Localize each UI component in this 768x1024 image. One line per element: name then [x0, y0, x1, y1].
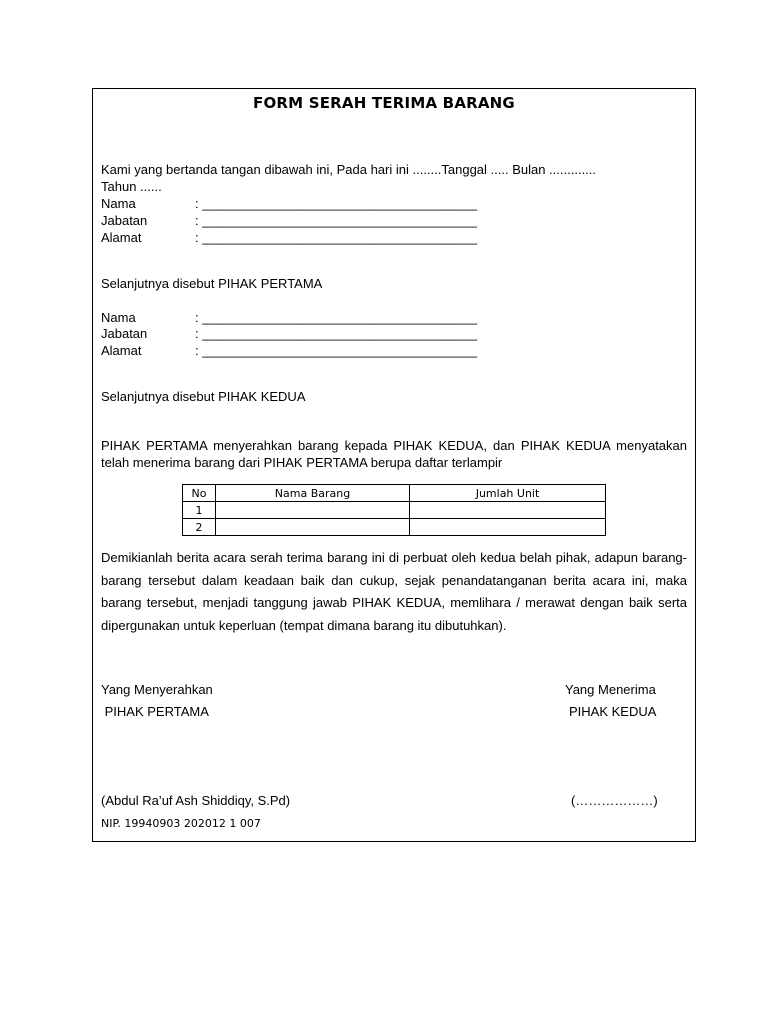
first-party-address-field: : ______________________________________	[195, 230, 477, 245]
table-row	[183, 502, 606, 519]
intro-line-1: Kami yang bertanda tangan dibawah ini, Pada hari ini ........Tanggal ..... Bulan .............	[101, 162, 597, 177]
unit-count-cell	[410, 502, 606, 519]
unit-count-cell	[410, 519, 606, 536]
second-party-name-field: : ______________________________________	[195, 310, 477, 325]
second-party-address-field: : ______________________________________	[195, 343, 477, 358]
receiver-role: Yang Menerima	[565, 682, 656, 697]
first-party-position-field: : ______________________________________	[195, 213, 477, 228]
column-header-unit-count: Jumlah Unit	[410, 485, 606, 502]
document-title: FORM SERAH TERIMA BARANG	[253, 94, 515, 112]
second-party-position-label: Jabatan	[101, 326, 148, 341]
second-party-position-field: : ______________________________________	[195, 326, 477, 341]
row-number-cell: 2	[183, 519, 216, 536]
intro-line-2: Tahun ......	[101, 179, 162, 194]
column-header-no: No	[183, 485, 216, 502]
table-header-row	[183, 485, 606, 502]
second-party-name-label: Nama	[101, 310, 136, 325]
table-row	[183, 519, 606, 536]
giver-party: PIHAK PERTAMA	[101, 704, 209, 719]
first-party-address-label: Alamat	[101, 230, 142, 245]
giver-role: Yang Menyerahkan	[101, 682, 213, 697]
handover-statement: PIHAK PERTAMA menyerahkan barang kepada PIHAK KEDUA, dan PIHAK KEDUA menyatakan telah menerima barang dari PIHAK PERTAMA berupa daftar terlampir	[101, 438, 687, 470]
first-party-name-label: Nama	[101, 196, 136, 211]
items-table	[182, 484, 606, 536]
row-number-cell: 1	[183, 502, 216, 519]
column-header-item-name: Nama Barang	[216, 485, 410, 502]
second-party-designation: Selanjutnya disebut PIHAK KEDUA	[101, 389, 306, 404]
receiver-party: PIHAK KEDUA	[569, 704, 657, 719]
closing-statement: Demikianlah berita acara serah terima barang ini di perbuat oleh kedua belah pihak, adapun barang-barang tersebut dalam keadaan baik dan cukup, sejak penandatanganan berita acara ini, maka barang tersebut, menjadi tanggung jawab PIHAK KEDUA, memlihara / merawat dengan baik serta dipergunakan untuk keperluan (tempat dimana barang itu dibutuhkan).	[101, 550, 687, 633]
second-party-address-label: Alamat	[101, 343, 142, 358]
first-party-position-label: Jabatan	[101, 213, 148, 228]
item-name-cell	[216, 502, 410, 519]
giver-signature-name: (Abdul Ra’uf Ash Shiddiqy, S.Pd)	[101, 793, 291, 808]
first-party-designation: Selanjutnya disebut PIHAK PERTAMA	[101, 276, 323, 291]
first-party-name-field: : ______________________________________	[195, 196, 477, 211]
giver-nip: NIP. 19940903 202012 1 007	[101, 817, 261, 830]
receiver-signature-name: (………………)	[571, 793, 658, 808]
item-name-cell	[216, 519, 410, 536]
